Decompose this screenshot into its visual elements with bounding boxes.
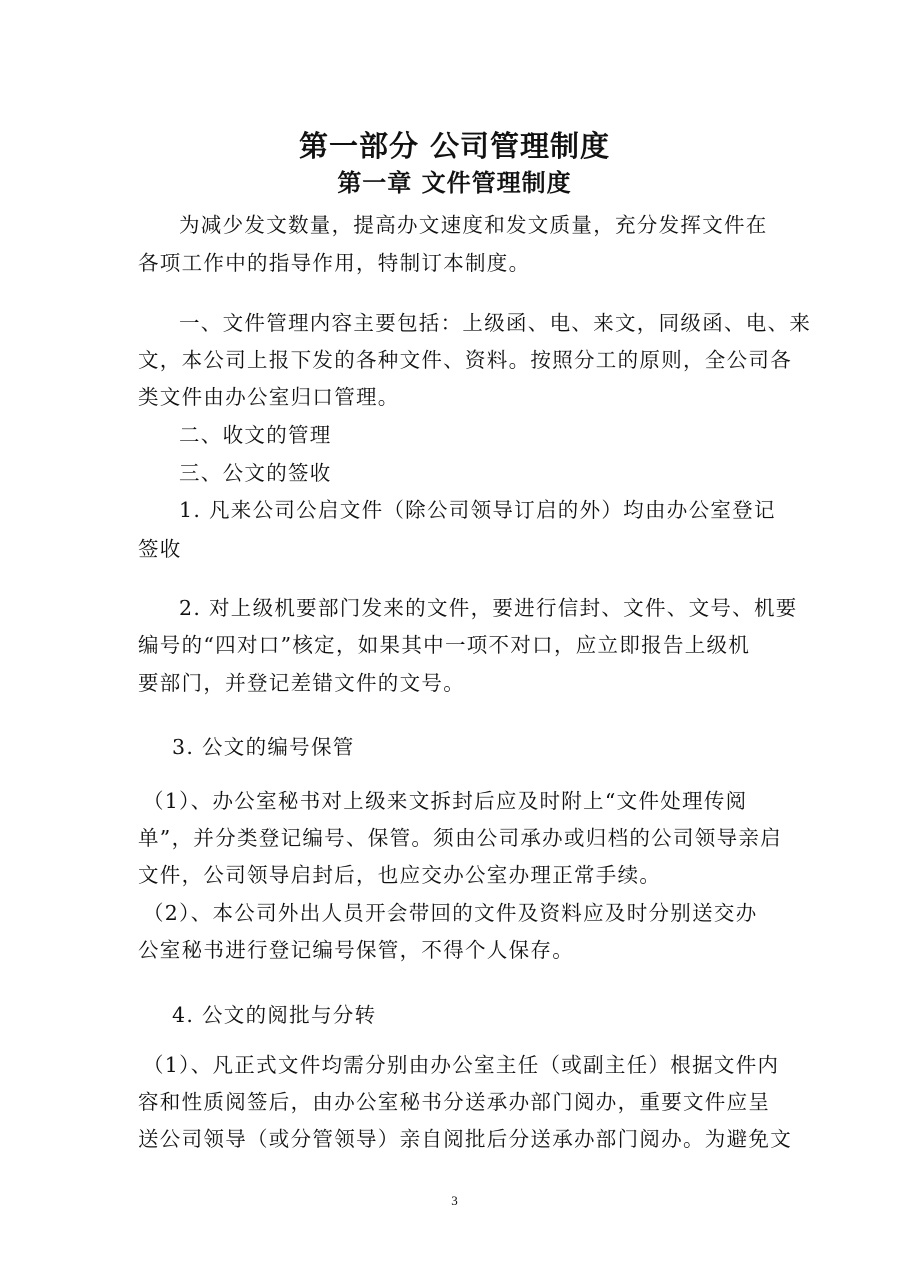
paragraph-line: 1. 凡来公司公启文件（除公司领导订启的外）均由办公室登记 (179, 498, 776, 522)
page-number: 3 (451, 1193, 458, 1208)
paragraph-line: 2. 对上级机要部门发来的文件，要进行信封、文件、文号、机要 (179, 596, 798, 620)
paragraph-line: 送公司领导（或分管领导）亲自阅批后分送承办部门阅办。为避免文 (138, 1127, 792, 1151)
paragraph-line: （1）、办公室秘书对上级来文拆封后应及时附上“文件处理传阅 (143, 789, 748, 813)
section-heading: 3. 公文的编号保管 (172, 735, 355, 759)
section-heading: 二、收文的管理 (179, 423, 332, 447)
paragraph-line: 单”，并分类登记编号、保管。须由公司承办或归档的公司领导亲启 (138, 826, 782, 850)
paragraph-line: 为减少发文数量，提高办文速度和发文质量，充分发挥文件在 (179, 213, 768, 237)
paragraph-line: 各项工作中的指导作用，特制订本制度。 (138, 251, 531, 275)
paragraph-line: 签收 (138, 537, 182, 561)
paragraph-line: 要部门，并登记差错文件的文号。 (138, 671, 465, 695)
paragraph-line: （1）、凡正式文件均需分别由办公室主任（或副主任）根据文件内 (143, 1053, 780, 1077)
paragraph-line: 文，本公司上报下发的各种文件、资料。按照分工的原则，全公司各 (138, 348, 792, 372)
document-title: 第一部分 公司管理制度 (298, 129, 611, 163)
paragraph-line: 一、文件管理内容主要包括：上级函、电、来文，同级函、电、来 (179, 311, 812, 335)
chapter-title: 第一章 文件管理制度 (337, 168, 572, 197)
paragraph-line: 容和性质阅签后，由办公室秘书分送承办部门阅办，重要文件应呈 (138, 1090, 771, 1114)
paragraph-line: 编号的“四对口”核定，如果其中一项不对口，应立即报告上级机 (138, 633, 751, 657)
section-heading: 三、公文的签收 (179, 461, 332, 485)
paragraph-line: 公室秘书进行登记编号保管，不得个人保存。 (138, 938, 574, 962)
paragraph-line: （2）、本公司外出人员开会带回的文件及资料应及时分别送交办 (143, 901, 758, 925)
section-heading: 4. 公文的阅批与分转 (172, 1003, 377, 1027)
paragraph-line: 文件，公司领导启封后，也应交办公室办理正常手续。 (138, 863, 662, 887)
paragraph-line: 类文件由办公室归口管理。 (138, 385, 400, 409)
